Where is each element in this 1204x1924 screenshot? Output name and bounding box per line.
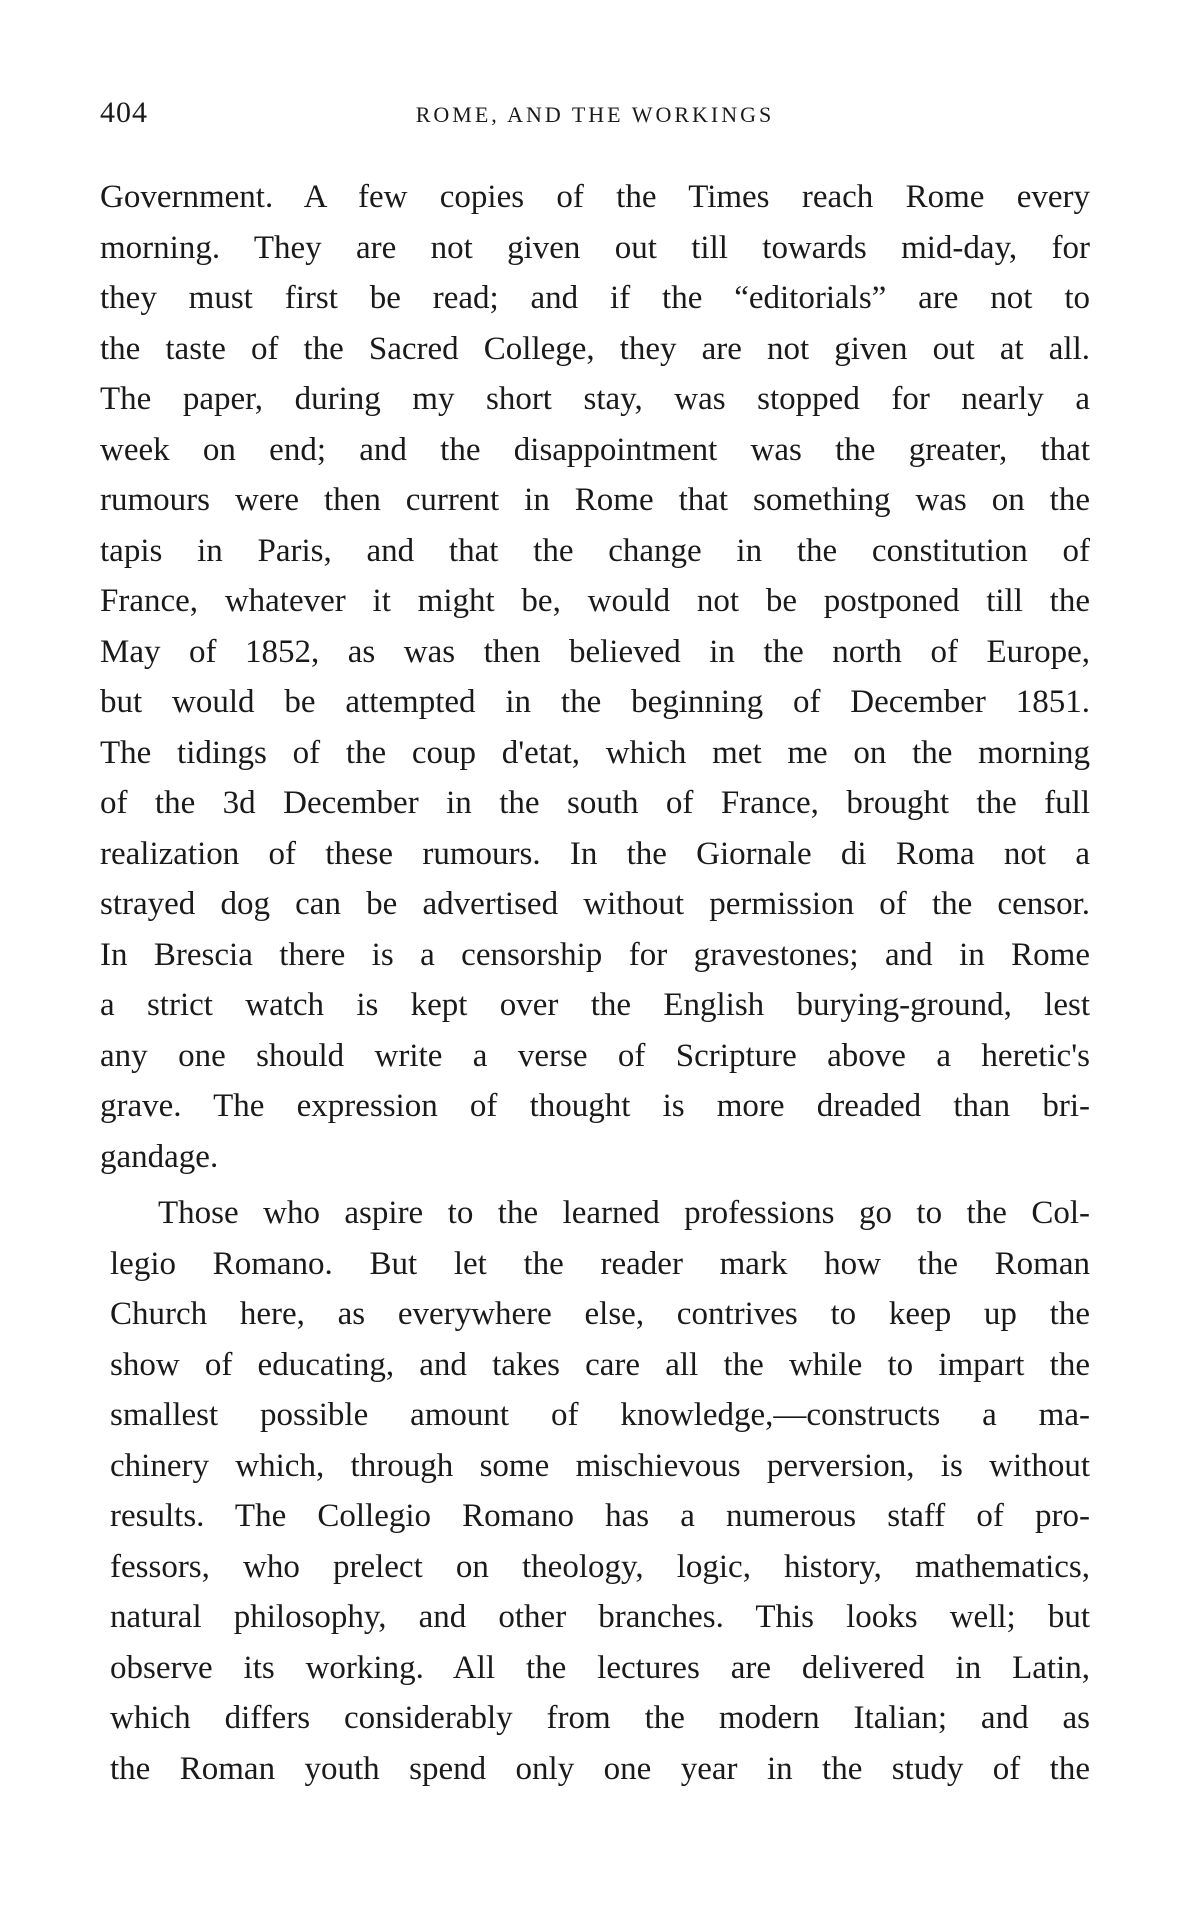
paragraph-2: [100, 1188, 1090, 1794]
text-line: show of educating, and takes care all the while to impart the: [110, 1346, 1090, 1383]
text-line: In Brescia there is a censorship for gravestones; and in Rome: [100, 936, 1090, 973]
body-text: [100, 172, 1090, 1794]
text-line: but would be attempted in the beginning of December 1851.: [100, 684, 1090, 720]
text-line: grave. The expression of thought is more dreaded than bri-: [100, 1088, 1090, 1124]
running-title: ROME, AND THE WORKINGS: [415, 102, 775, 127]
text-line: the Roman youth spend only one year in the study of the: [110, 1750, 1090, 1787]
text-line: tapis in Paris, and that the change in the constitution of: [100, 532, 1090, 569]
text-line: morning. They are not given out till towards mid-day, for: [100, 229, 1090, 266]
text-line: May of 1852, as was then believed in the north of Europe,: [100, 633, 1090, 670]
text-line: natural philosophy, and other branches. This looks well; but: [110, 1599, 1090, 1635]
text-line: Government. A few copies of the Times reach Rome every: [100, 179, 1090, 215]
text-line: they must first be read; and if the “editorials” are not to: [100, 280, 1090, 316]
running-head: [100, 96, 1090, 136]
text-line: strayed dog can be advertised without permission of the censor.: [100, 886, 1090, 922]
text-line: Church here, as everywhere else, contrives to keep up the: [110, 1296, 1090, 1332]
paragraph-1: [100, 172, 1090, 1182]
text-line: chinery which, through some mischievous perversion, is without: [110, 1447, 1090, 1484]
text-line: which differs considerably from the modern Italian; and as: [110, 1700, 1090, 1736]
text-line: rumours were then current in Rome that something was on the: [100, 482, 1090, 518]
text-line: observe its working. All the lectures are delivered in Latin,: [110, 1649, 1090, 1686]
text-line: week on end; and the disappointment was the greater, that: [100, 431, 1090, 468]
text-line: smallest possible amount of knowledge,—constructs a ma-: [110, 1397, 1090, 1433]
text-line: of the 3d December in the south of France, brought the full: [100, 785, 1090, 821]
text-line: fessors, who prelect on theology, logic, history, mathematics,: [110, 1548, 1090, 1585]
text-line: results. The Collegio Romano has a numerous staff of pro-: [110, 1498, 1090, 1534]
text-line: gandage.: [100, 1138, 219, 1175]
text-line: a strict watch is kept over the English burying-ground, lest: [100, 987, 1090, 1023]
text-line: legio Romano. But let the reader mark how the Roman: [110, 1245, 1090, 1282]
text-line: any one should write a verse of Scripture above a heretic's: [100, 1037, 1090, 1074]
text-line: France, whatever it might be, would not be postponed till the: [100, 583, 1090, 619]
text-line: Those who aspire to the learned professions go to the Col-: [158, 1195, 1090, 1231]
text-line: realization of these rumours. In the Giornale di Roma not a: [100, 835, 1090, 872]
page-number: 404: [100, 96, 148, 129]
text-line: The tidings of the coup d'etat, which met me on the morning: [100, 734, 1090, 771]
text-line: the taste of the Sacred College, they are not given out at all.: [100, 330, 1090, 367]
text-line: The paper, during my short stay, was stopped for nearly a: [100, 381, 1090, 417]
